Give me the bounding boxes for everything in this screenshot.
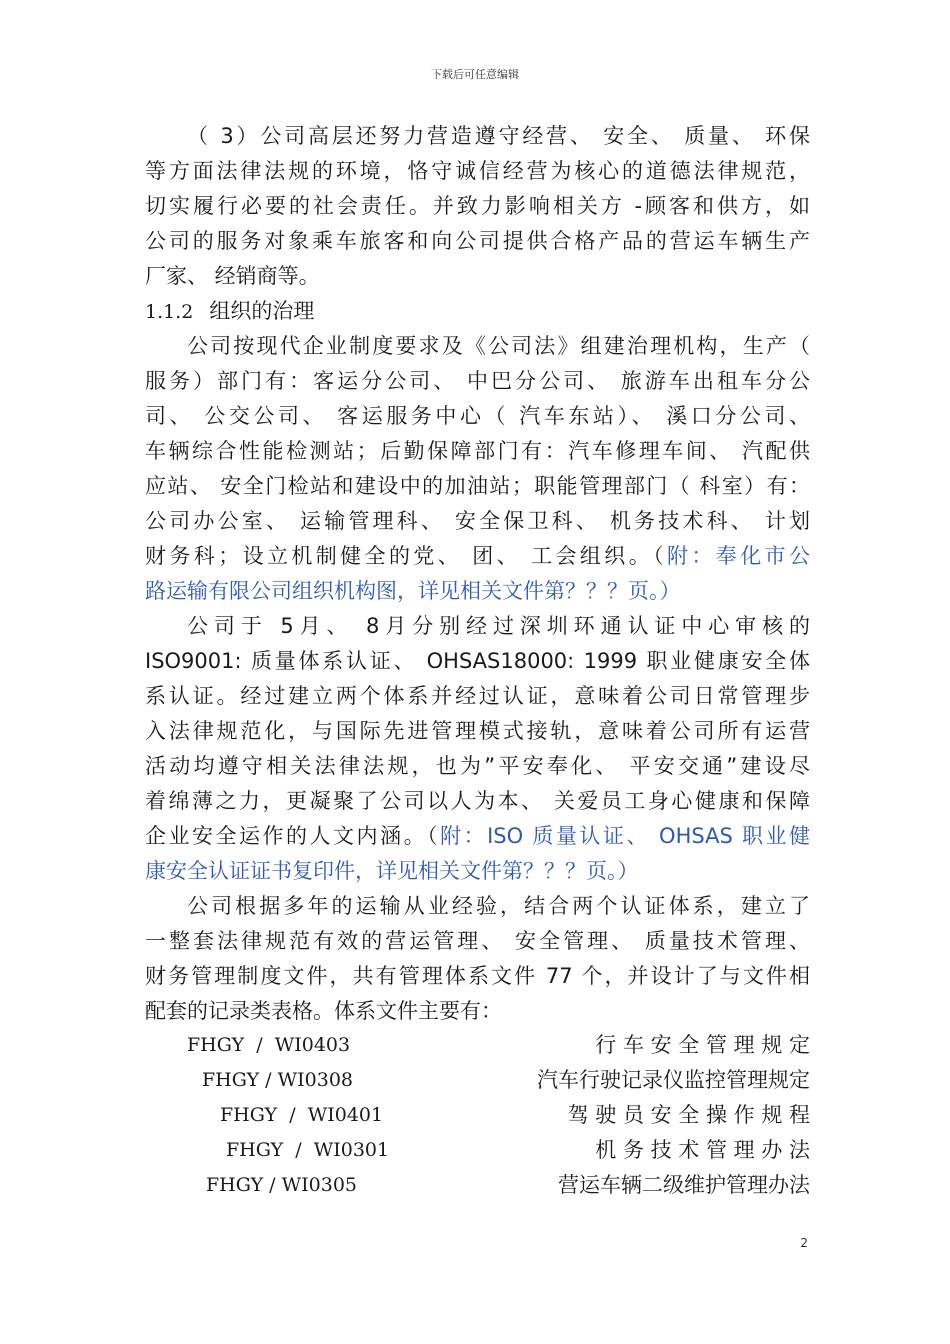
section-heading [145, 296, 810, 327]
section-title: 组织的治理 [209, 299, 315, 323]
attachment-note: 路运输有限公司组织机构图，详见相关文件第？？？页。） [145, 579, 681, 603]
paragraph-line: ISO9001: 质量体系认证、 OHSAS18000: 1999 职业健康安全体 [145, 649, 810, 673]
paragraph-line: 切实履行必要的社会责任。并致力影响相关方 -顾客和供方，如 [145, 194, 810, 218]
paragraph-line: 着绵薄之力，更凝聚了公司以人为本、 关爱员工身心健康和保障 [145, 789, 810, 813]
doc-title: 营运车辆二级维护管理办法 [558, 1173, 810, 1197]
paragraph-line: 公司按现代企业制度要求及《公司法》组建治理机构，生产（ [187, 334, 810, 358]
paragraph-line: 等方面法律法规的环境，恪守诚信经营为核心的道德法律规范， [145, 159, 810, 183]
paragraph-line: 公司根据多年的运输从业经验，结合两个认证体系，建立了 [187, 894, 810, 918]
paragraph-line: 厂家、 经销商等。 [145, 264, 320, 288]
paragraph-line: 系认证。经过建立两个体系并经过认证，意味着公司日常管理步 [145, 684, 810, 708]
paragraph-line: 服务）部门有：客运分公司、 中巴分公司、 旅游车出租车分公 [145, 369, 810, 393]
doc-title: 机 务 技 术 管 理 办 法 [595, 1138, 810, 1162]
attachment-note: 附：奉化市公 [667, 544, 810, 568]
attachment-note: 附：ISO 质量认证、 OHSAS 职业健 [440, 824, 810, 848]
paragraph-line: （ 3）公司高层还努力营造遵守经营、 安全、 质量、 环保 [187, 124, 810, 148]
doc-title: 汽车行驶记录仪监控管理规定 [537, 1068, 810, 1092]
paragraph-line: 应站、 安全门检站和建设中的加油站；职能管理部门（ 科室）有： [145, 474, 810, 498]
doc-code: FHGY / WI0301 [226, 1139, 390, 1161]
paragraph-line: 入法律规范化，与国际先进管理模式接轨，意味着公司所有运营 [145, 719, 810, 743]
doc-code: FHGY / WI0308 [202, 1069, 354, 1091]
paragraph-line: 财务管理制度文件，共有管理体系文件 77 个，并设计了与文件相 [145, 964, 810, 988]
page-number: 2 [800, 1236, 808, 1250]
paragraph-line: 车辆综合性能检测站；后勤保障部门有：汽车修理车间、 汽配供 [145, 439, 810, 463]
attachment-note: 康安全认证证书复印件，详见相关文件第？？？页。） [145, 859, 639, 883]
paragraph-text: 企业安全运作的人文内涵。（ [145, 824, 441, 848]
paragraph-line: 一整套法律规范有效的营运管理、 安全管理、 质量技术管理、 [145, 929, 810, 953]
paragraph-line [145, 541, 810, 571]
paragraph-line: 司、 公交公司、 客运服务中心（ 汽车东站）、 溪口分公司、 [145, 404, 810, 428]
doc-code: FHGY / WI0305 [206, 1174, 358, 1196]
paragraph-line: 公司的服务对象乘车旅客和向公司提供合格产品的营运车辆生产 [145, 229, 810, 253]
paragraph-line: 活动均遵守相关法律法规，也为”平安奉化、 平安交通”建设尽 [145, 754, 810, 778]
paragraph-text: 财务科；设立机制健全的党、 团、 工会组织。（ [145, 544, 667, 568]
paragraph-line: 配套的记录类表格。体系文件主要有： [145, 999, 502, 1023]
paragraph-line: 公司办公室、 运输管理科、 安全保卫科、 机务技术科、 计划 [145, 509, 810, 533]
doc-code: FHGY / WI0401 [220, 1104, 384, 1126]
doc-code: FHGY / WI0403 [187, 1034, 351, 1056]
doc-title: 行 车 安 全 管 理 规 定 [595, 1033, 810, 1057]
paragraph-line [145, 821, 810, 851]
section-number: 1.1.2 [145, 301, 194, 323]
doc-title: 驾 驶 员 安 全 操 作 规 程 [567, 1103, 810, 1127]
paragraph-line: 公司于 5月、 8月分别经过深圳环通认证中心审核的 [187, 614, 810, 638]
page-header: 下载后可任意编辑 [431, 68, 519, 81]
